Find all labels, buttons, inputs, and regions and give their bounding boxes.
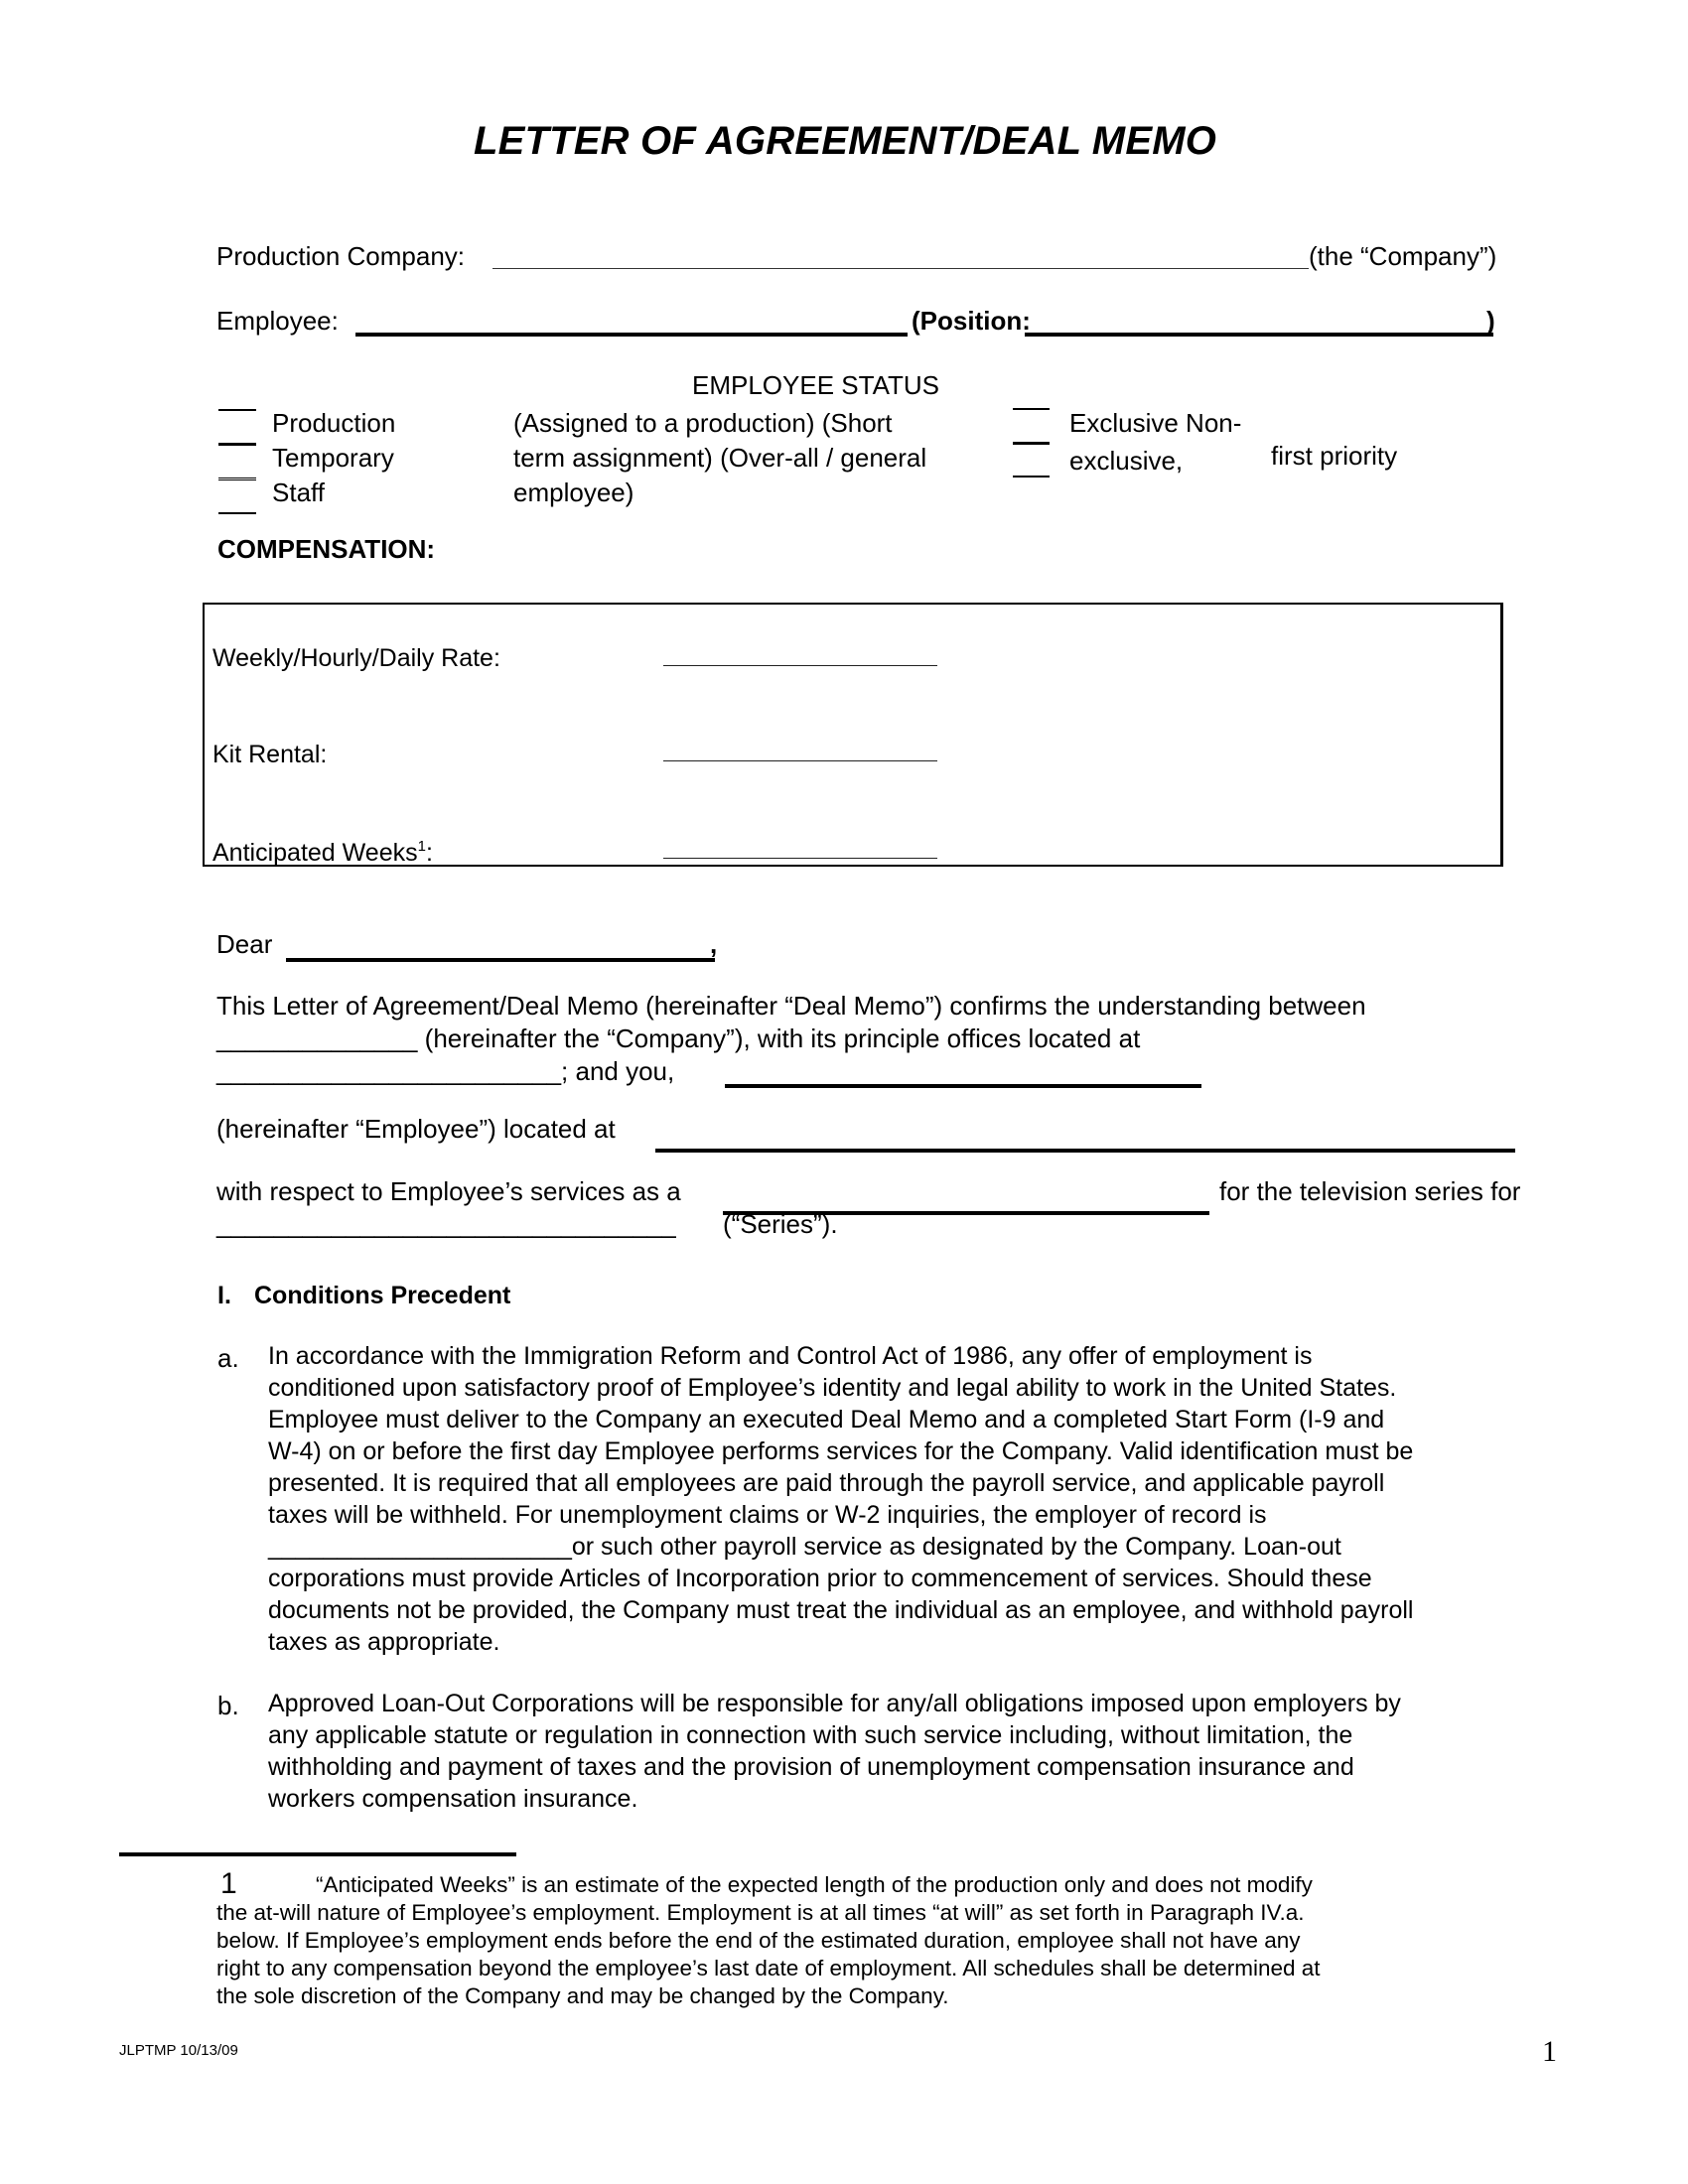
intro-line2: ______________ (hereinafter the “Company”), with its principle offices located at (216, 1024, 1141, 1053)
salutation-comma: , (710, 929, 718, 959)
status-type-staff: Staff (272, 478, 326, 507)
section-numeral: I. (217, 1282, 231, 1309)
production-company-label: Production Company: (216, 241, 466, 271)
company-suffix: (the “Company”) (1309, 241, 1497, 271)
section-heading: Conditions Precedent (254, 1282, 511, 1309)
series-label: (“Series”). (723, 1209, 838, 1239)
item-b-marker: b. (217, 1691, 239, 1720)
footnote-ref[interactable]: 1 (417, 838, 426, 855)
footer-code: JLPTMP 10/13/09 (119, 2042, 238, 2059)
exclusivity-checkbox-non-exclusive[interactable] (1013, 442, 1050, 445)
rate-field[interactable] (663, 635, 937, 666)
document-title: LETTER OF AGREEMENT/DEAL MEMO (474, 119, 1217, 163)
kit-rental-label: Kit Rental: (212, 741, 328, 768)
position-label: (Position: (912, 306, 1031, 336)
item-b-text: Approved Loan-Out Corporations will be responsible for any/all obligations imposed upon employers by any applicable statute or regulation in connection with such service including, without limitation, the withholding and payment of taxes and the provision of unemployment compensation insurance and workers compensation insurance. (268, 1690, 1401, 1813)
position-field[interactable] (1025, 303, 1493, 337)
footnote-separator (119, 1852, 516, 1856)
item-a-text: In accordance with the Immigration Reform and Control Act of 1986, any offer of employment is conditioned upon satisfactory proof of Employee’s identity and legal ability to work in the United States. Employee must deliver to the Company an executed Deal Memo and a completed Start Form (I-9 and W-4) on or before the first day Employee performs services for the Company. Valid identification must be presented. It is required that all employees are paid through the payroll service, and applicable payroll taxes will be withheld. For unemployment claims or W-2 inquiries, the employer of record is ______________________or such other payroll service as designated by the Company. Loan-out corporations must provide Articles of Incorporation prior to commencement of services. Should these documents not be provided, the Company must treat the individual as an employee, and withhold payroll taxes as appropriate. (268, 1342, 1414, 1656)
employee-status-heading: EMPLOYEE STATUS (692, 370, 939, 400)
employee-field[interactable] (355, 303, 908, 337)
status-checkbox-production[interactable] (218, 409, 256, 411)
footnote-text: “Anticipated Weeks” is an estimate of the expected length of the production only and does not modify the at-will nature of Employee’s employment. Employment is at all times “at will” as set forth in Paragraph IV.a. below. If Employee’s employment ends before the end of the estimated duration, employee shall not have any right to any compensation beyond the employee’s last date of employment. All schedules shall be determined at the sole discretion of the Company and may be changed by the Company. (216, 1872, 1321, 2008)
employer-of-record-line[interactable]: ______________________or such other payroll service as designated by the Company. Loan-out (268, 1533, 1341, 1561)
exclusivity-checkbox-first-priority[interactable] (1013, 476, 1050, 478)
employee-name-field[interactable] (725, 1054, 1201, 1088)
series-name-blank[interactable]: ________________________________ (216, 1209, 676, 1239)
intro-line5-suffix: for the television series for (1219, 1176, 1521, 1206)
salutation-label: Dear (216, 929, 273, 959)
position-close-paren: ) (1486, 306, 1495, 336)
intro-line3: ________________________; and you, (216, 1056, 675, 1086)
intro-line1: This Letter of Agreement/Deal Memo (hereinafter “Deal Memo”) confirms the understanding between (216, 991, 1366, 1021)
status-description-line3: employee) (513, 478, 634, 507)
anticipated-weeks-field[interactable] (663, 828, 937, 859)
intro-line5: with respect to Employee’s services as a (216, 1176, 681, 1206)
company-address-blank[interactable]: ________________________ (216, 1056, 562, 1086)
status-description-line2: term assignment) (Over-all / general (513, 443, 927, 473)
page-number: 1 (1542, 2035, 1557, 2068)
status-checkbox-staff[interactable] (218, 478, 256, 480)
status-description-line1: (Assigned to a production) (Short (513, 408, 893, 438)
compensation-heading: COMPENSATION: (217, 534, 436, 564)
production-company-field[interactable] (492, 238, 1309, 269)
employee-label: Employee: (216, 306, 339, 336)
company-name-blank[interactable]: ______________ (216, 1024, 418, 1053)
kit-rental-field[interactable] (663, 731, 937, 761)
exclusivity-label-line2: exclusive, (1069, 446, 1184, 476)
intro-line4: (hereinafter “Employee”) located at (216, 1114, 616, 1144)
employee-address-field[interactable] (655, 1119, 1515, 1153)
anticipated-weeks-label: Anticipated Weeks$^1$: (212, 838, 433, 867)
status-checkbox-line[interactable] (218, 512, 256, 514)
item-a-marker: a. (217, 1343, 239, 1373)
exclusivity-checkbox-exclusive[interactable] (1013, 408, 1050, 410)
rate-label: Weekly/Hourly/Daily Rate: (212, 644, 500, 672)
salutation-name-field[interactable] (286, 928, 718, 962)
status-type-temporary: Temporary (272, 443, 394, 473)
first-priority-label: first priority (1271, 441, 1398, 471)
status-type-production: Production (272, 408, 396, 438)
footnote-number: 1 (220, 1867, 237, 1900)
exclusivity-label-line1: Exclusive Non- (1069, 408, 1242, 438)
status-checkbox-temporary[interactable] (218, 443, 256, 446)
